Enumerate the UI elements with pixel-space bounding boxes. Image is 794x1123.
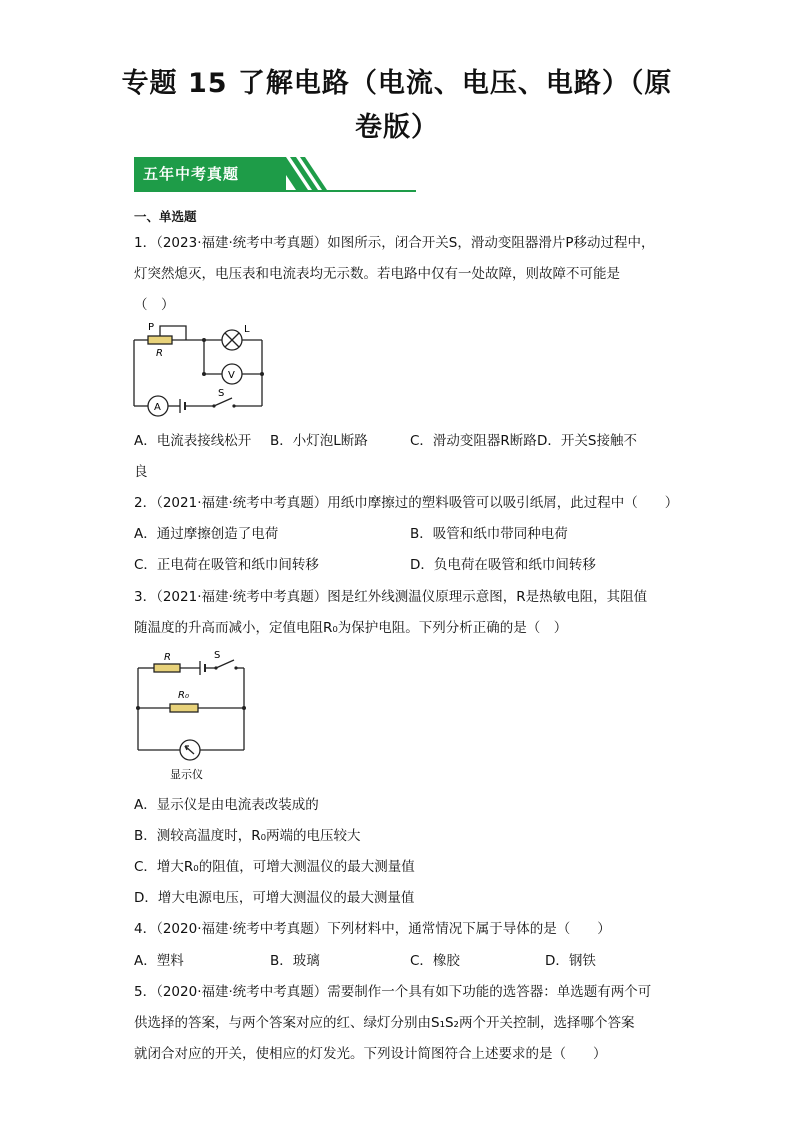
- q1-rheostat: [148, 336, 172, 344]
- q1-option-d-cont: 良: [134, 464, 148, 480]
- q3-label-s: S: [214, 650, 221, 661]
- q3-label-r: R: [164, 652, 171, 663]
- q1-stem-line1: 1．（2023·福建·统考中考真题）如图所示，闭合开关S，滑动变阻器滑片P移动过程中，: [134, 235, 655, 251]
- q4-stem: 4．（2020·福建·统考中考真题）下列材料中，通常情况下属于导体的是（ ）: [134, 921, 611, 937]
- q2-option-a: A．通过摩擦创造了电荷: [134, 526, 279, 542]
- q1-label-s: S: [218, 388, 225, 399]
- q3-option-b: B．测较高温度时，R₀两端的电压较大: [134, 828, 361, 844]
- q1-stem-line2: 灯突然熄灭，电压表和电流表均无示数。若电路中仅有一处故障，则故障不可能是: [134, 266, 620, 282]
- q1-circuit-diagram: [130, 318, 270, 418]
- q2-stem: 2．（2021·福建·统考中考真题）用纸巾摩擦过的塑料吸管可以吸引纸屑，此过程中（ ）: [134, 495, 679, 511]
- q1-label-v: V: [228, 370, 235, 381]
- q1-option-d: D．开关S接触不: [537, 433, 637, 449]
- q5-stem-line3: 就闭合对应的开关，使相应的灯发光。下列设计简图符合上述要求的是（ ）: [134, 1046, 607, 1062]
- page-title: [100, 62, 694, 150]
- q3-label-r0: R₀: [178, 690, 189, 701]
- section-banner: [134, 157, 416, 192]
- q5-stem-line1: 5．（2020·福建·统考中考真题）需要制作一个具有如下功能的选答器：单选题有两个可: [134, 984, 652, 1000]
- banner-underline: [134, 190, 416, 192]
- q3-option-d: D．增大电源电压，可增大测温仪的最大测量值: [134, 890, 415, 906]
- q4-option-d: D．钢铁: [545, 953, 596, 969]
- q5-stem-line2: 供选择的答案，与两个答案对应的红、绿灯分别由S₁S₂两个开关控制，选择哪个答案: [134, 1015, 635, 1031]
- q3-circuit-diagram: [132, 646, 252, 784]
- title-line-1: 专题 15 了解电路（电流、电压、电路）（原: [121, 68, 673, 99]
- q2-option-d: D．负电荷在吸管和纸巾间转移: [410, 557, 596, 573]
- q3-option-c: C．增大R₀的阻值，可增大测温仪的最大测量值: [134, 859, 415, 875]
- q3-protective-resistor: [170, 704, 198, 712]
- q3-thermistor: [154, 664, 180, 672]
- q1-stem-line3: （ ）: [134, 297, 175, 313]
- q2-option-c: C．正电荷在吸管和纸巾间转移: [134, 557, 319, 573]
- q1-label-r: R: [156, 348, 163, 359]
- title-line-2: 卷版）: [355, 112, 439, 143]
- section-heading: 一、单选题: [134, 209, 197, 224]
- q4-option-a: A．塑料: [134, 953, 184, 969]
- q3-stem-line1: 3．（2021·福建·统考中考真题）图是红外线测温仪原理示意图，R是热敏电阻，其阻值: [134, 589, 648, 605]
- banner-stripes: [274, 157, 344, 190]
- q2-option-b: B．吸管和纸巾带同种电荷: [410, 526, 568, 542]
- q1-label-l: L: [244, 324, 250, 335]
- q1-option-a: A．电流表接线松开: [134, 433, 252, 449]
- banner-bar: [134, 157, 286, 190]
- q3-stem-line2: 随温度的升高而减小，定值电阻R₀为保护电阻。下列分析正确的是（ ）: [134, 620, 568, 636]
- q1-option-b: B．小灯泡L断路: [270, 433, 368, 449]
- q1-label-p: P: [148, 322, 155, 333]
- q4-option-b: B．玻璃: [270, 953, 320, 969]
- q3-option-a: A．显示仪是由电流表改装成的: [134, 797, 319, 813]
- q1-option-c: C．滑动变阻器R断路: [410, 433, 537, 449]
- q3-label-display: 显示仪: [170, 768, 203, 781]
- q1-label-a: A: [154, 402, 161, 413]
- q4-option-c: C．橡胶: [410, 953, 460, 969]
- banner-label: 五年中考真题: [143, 165, 240, 183]
